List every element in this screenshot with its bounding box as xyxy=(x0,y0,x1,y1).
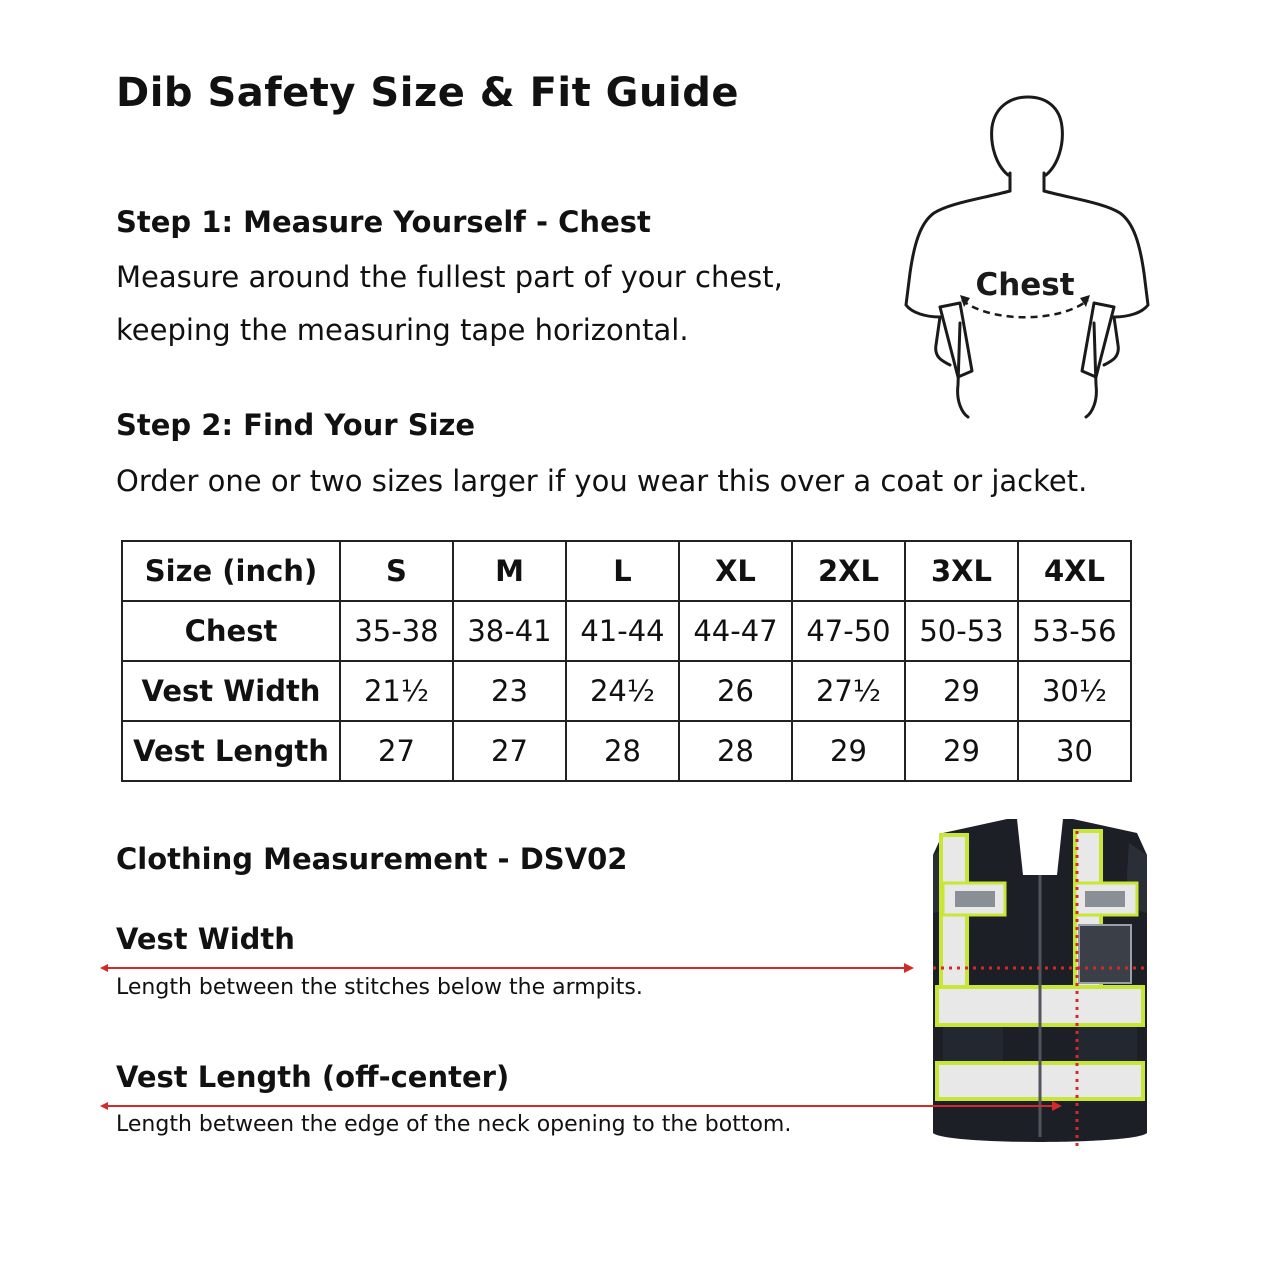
vest-length-arrow xyxy=(100,1098,1068,1114)
vest-length-heading: Vest Length (off-center) xyxy=(116,1060,510,1094)
table-header-cell: 3XL xyxy=(905,541,1018,601)
table-header-cell: Size (inch) xyxy=(122,541,340,601)
step1-heading: Step 1: Measure Yourself - Chest xyxy=(116,205,651,239)
table-header-row xyxy=(122,541,1131,601)
row-label: Vest Width xyxy=(122,661,340,721)
vest-length-description: Length between the edge of the neck opening to the bottom. xyxy=(116,1112,792,1137)
vest-width-arrow xyxy=(100,960,920,976)
table-header-cell: 2XL xyxy=(792,541,905,601)
table-cell: 24½ xyxy=(566,661,679,721)
page-title: Dib Safety Size & Fit Guide xyxy=(116,70,739,116)
vest-width-description: Length between the stitches below the armpits. xyxy=(116,975,643,1000)
table-cell: 27 xyxy=(453,721,566,781)
table-row xyxy=(122,661,1131,721)
table-header-cell: XL xyxy=(679,541,792,601)
table-cell: 44-47 xyxy=(679,601,792,661)
table-cell: 29 xyxy=(792,721,905,781)
table-cell: 26 xyxy=(679,661,792,721)
table-cell: 21½ xyxy=(340,661,453,721)
table-cell: 53-56 xyxy=(1018,601,1131,661)
table-cell: 28 xyxy=(679,721,792,781)
size-table xyxy=(121,540,1132,782)
table-cell: 47-50 xyxy=(792,601,905,661)
table-header-cell: 4XL xyxy=(1018,541,1131,601)
table-cell: 29 xyxy=(905,721,1018,781)
table-header-cell: M xyxy=(453,541,566,601)
table-cell: 28 xyxy=(566,721,679,781)
row-label: Vest Length xyxy=(122,721,340,781)
table-cell: 38-41 xyxy=(453,601,566,661)
table-header-cell: S xyxy=(340,541,453,601)
step1-line-1: Measure around the fullest part of your chest, xyxy=(116,260,783,294)
table-cell: 50-53 xyxy=(905,601,1018,661)
table-cell: 27½ xyxy=(792,661,905,721)
table-row xyxy=(122,721,1131,781)
step1-line-2: keeping the measuring tape horizontal. xyxy=(116,313,689,347)
table-header-cell: L xyxy=(566,541,679,601)
table-cell: 23 xyxy=(453,661,566,721)
clothing-measurement-heading: Clothing Measurement - DSV02 xyxy=(116,842,628,876)
table-cell: 41-44 xyxy=(566,601,679,661)
table-cell: 27 xyxy=(340,721,453,781)
table-cell: 30 xyxy=(1018,721,1131,781)
step2-instructions: Order one or two sizes larger if you wear this over a coat or jacket. xyxy=(116,464,1088,498)
row-label: Chest xyxy=(122,601,340,661)
chest-label: Chest xyxy=(975,267,1075,303)
step2-heading: Step 2: Find Your Size xyxy=(116,408,476,442)
table-row xyxy=(122,601,1131,661)
table-cell: 29 xyxy=(905,661,1018,721)
table-cell: 35-38 xyxy=(340,601,453,661)
vest-width-heading: Vest Width xyxy=(116,922,295,956)
step1-instructions xyxy=(116,251,783,357)
table-cell: 30½ xyxy=(1018,661,1131,721)
body-silhouette-figure xyxy=(900,95,1160,425)
